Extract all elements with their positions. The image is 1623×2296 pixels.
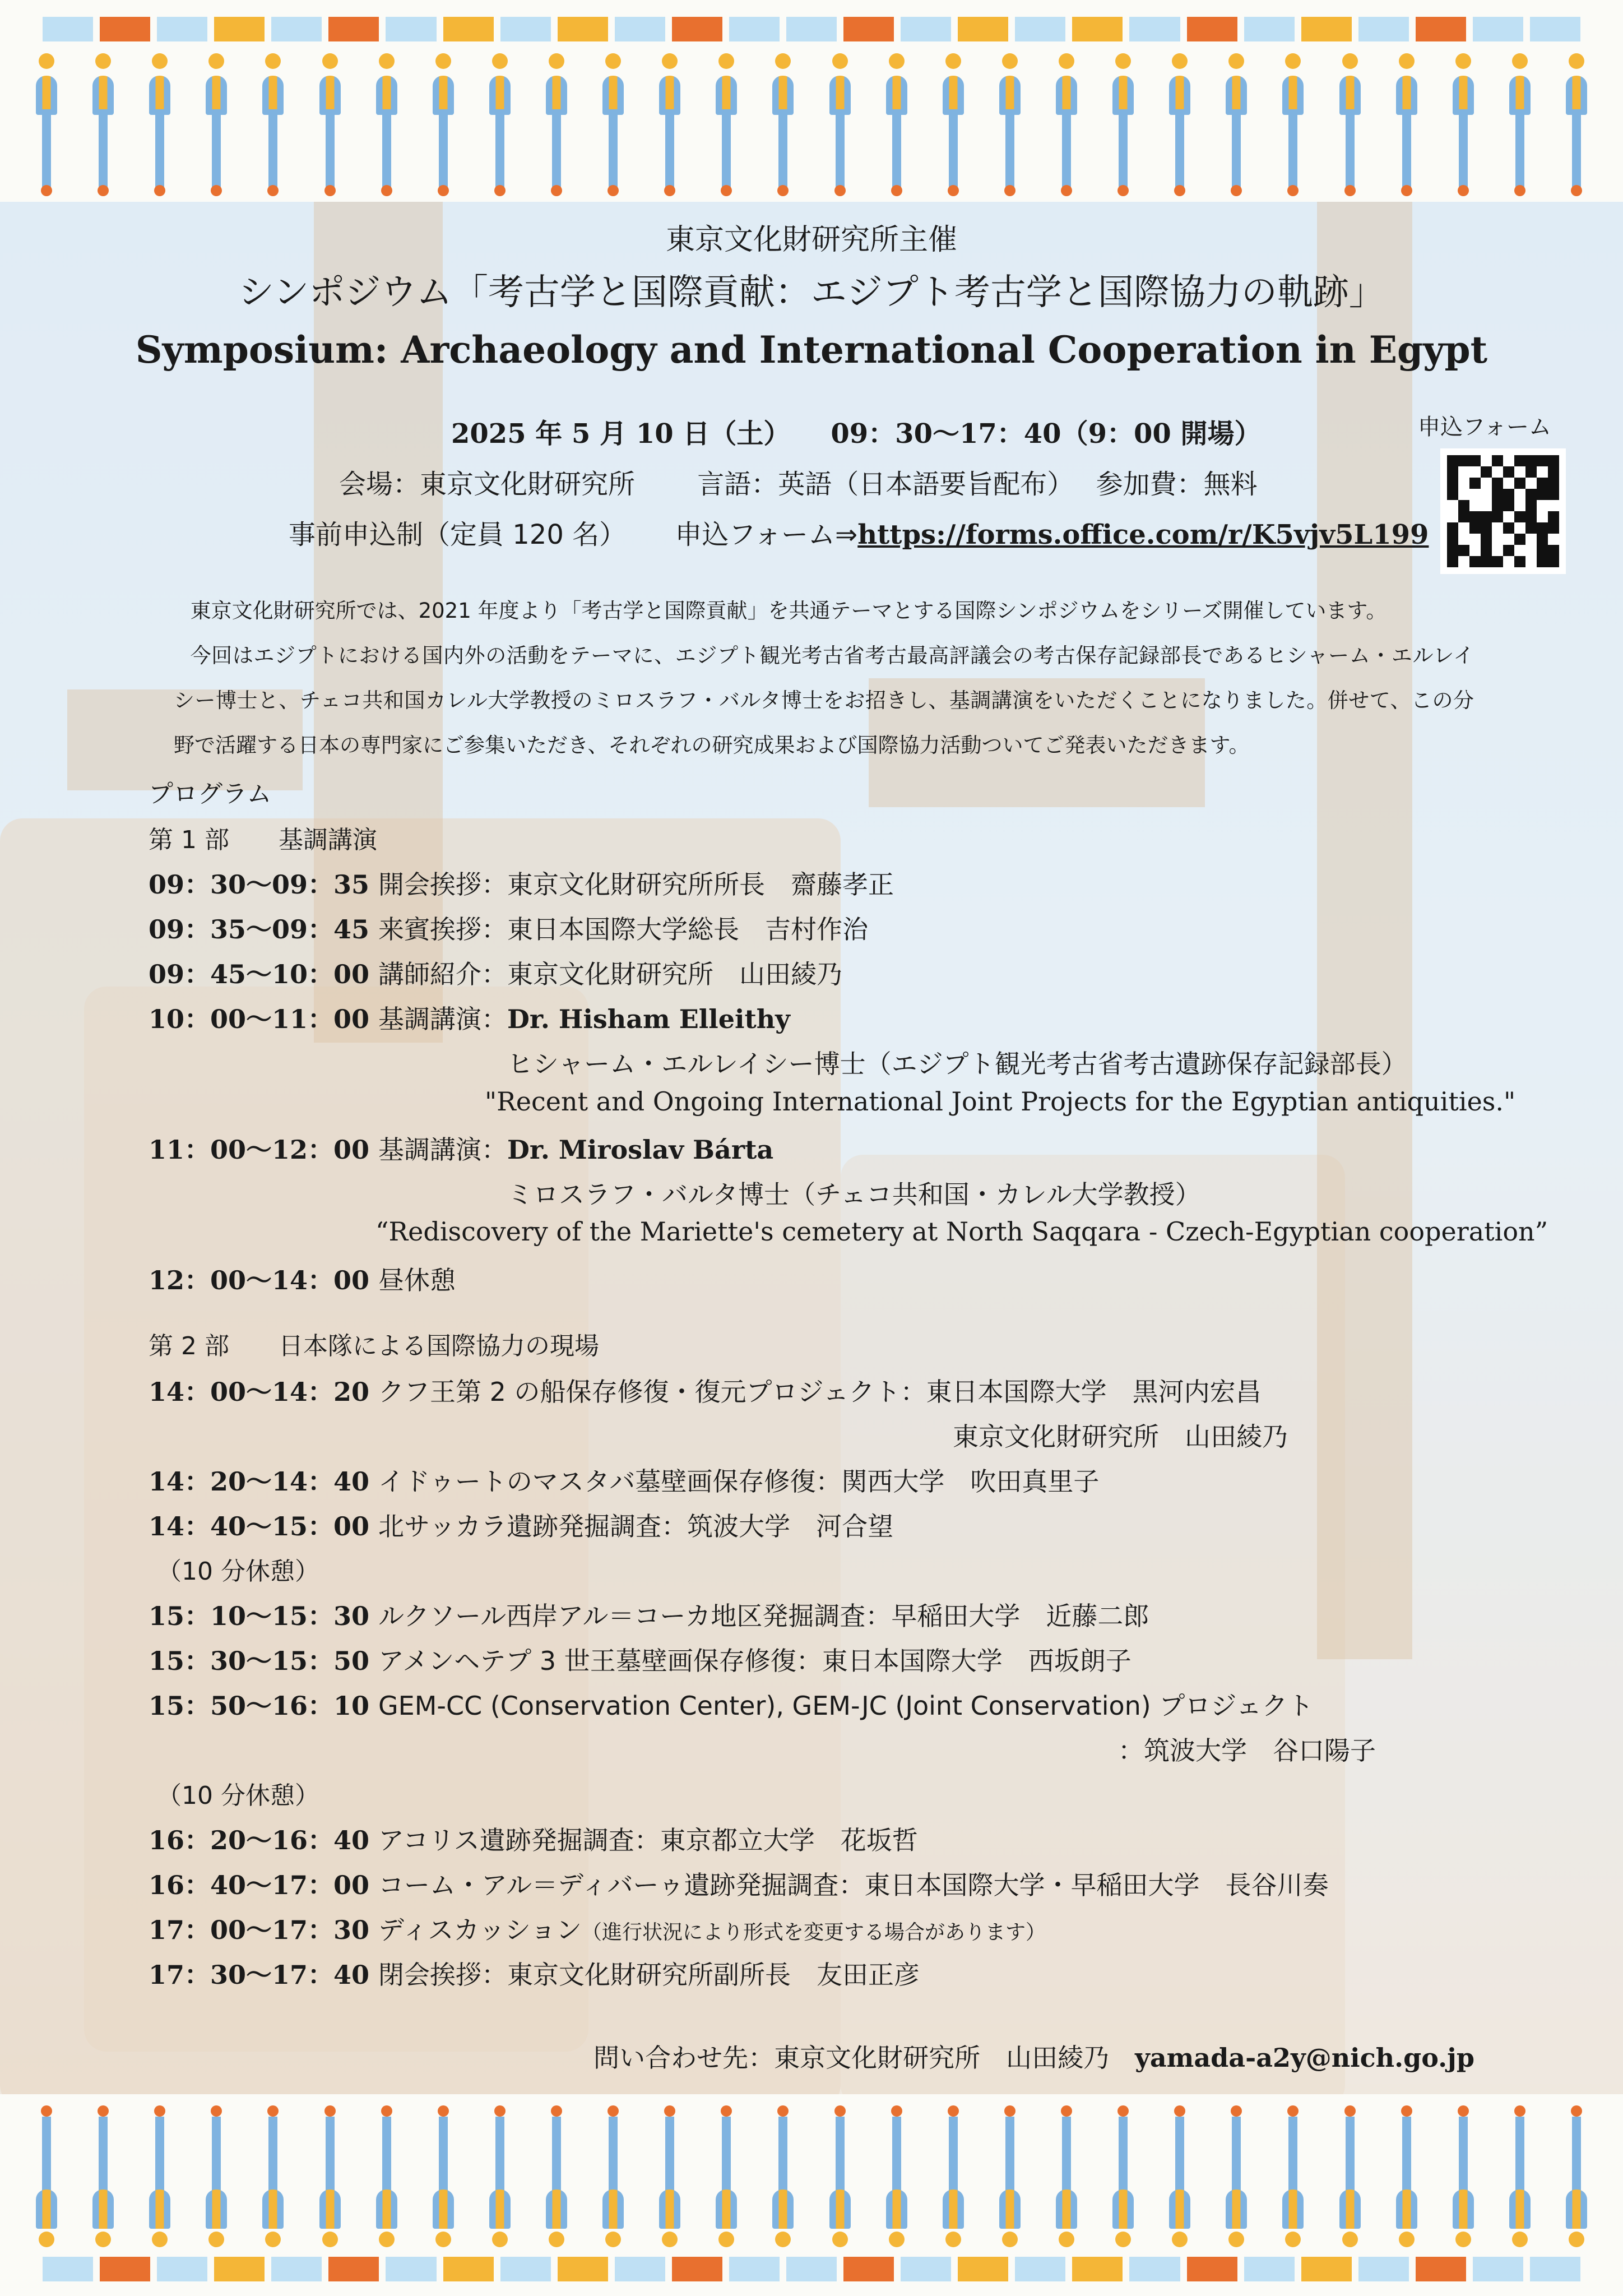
form-label: 申込フォーム⇒: [675, 519, 858, 550]
event-details: [339, 462, 1258, 501]
lotus-ornament-icon: [1507, 2105, 1533, 2251]
border-block: [729, 2257, 780, 2281]
border-block: [1129, 2257, 1180, 2281]
top-decorative-border: [0, 0, 1623, 202]
program-item-sub: 東京文化財研究所 山田綾乃: [953, 1422, 1288, 1452]
lotus-ornament-icon: [1167, 53, 1193, 199]
border-block: [1015, 17, 1065, 41]
lotus-ornament-icon: [1223, 2105, 1249, 2251]
keynote-talk-1-title: "Recent and Ongoing International Joint Projects for the Egyptian antiquities.": [485, 1086, 1516, 1117]
lotus-ornament-icon: [34, 53, 59, 199]
lotus-ornament-icon: [1450, 53, 1476, 199]
event-datetime: [451, 412, 1261, 451]
venue: 会場：東京文化財研究所: [339, 469, 636, 500]
border-block: [157, 17, 207, 41]
part2-heading: 第 2 部 日本隊による国際協力の現場: [149, 1332, 599, 1360]
bottom-decorative-border: [0, 2094, 1623, 2296]
border-block: [1244, 17, 1295, 41]
lotus-ornament-icon: [34, 2105, 59, 2251]
border-block: [500, 2257, 551, 2281]
border-block: [1187, 17, 1237, 41]
program-item: 09：45〜10：00 講師紹介：東京文化財研究所 山田綾乃: [149, 959, 842, 989]
lotus-ornament-icon: [1337, 2105, 1363, 2251]
program-item: 09：35〜09：45 来賓挨拶：東日本国際大学総長 吉村作治: [149, 914, 868, 945]
border-block: [615, 2257, 665, 2281]
border-block: [1358, 2257, 1409, 2281]
lotus-ornament-icon: [260, 53, 286, 199]
lotus-ornament-icon: [1394, 53, 1420, 199]
program-note: （進行状況により形式を変更する場合があります）: [581, 1921, 1046, 1944]
border-block: [443, 17, 494, 41]
program-item: 09：30〜09：35 開会挨拶：東京文化財研究所所長 齋藤孝正: [149, 869, 894, 900]
program-item: 17：00〜17：30 ディスカッション（進行状況により形式を変更する場合があります）: [149, 1915, 1046, 1945]
lotus-ornament-icon: [147, 53, 173, 199]
program-item: 14：40〜15：00 北サッカラ遺跡発掘調査：筑波大学 河合望: [149, 1511, 894, 1542]
lotus-ornament-icon: [1280, 53, 1306, 199]
keynote-speaker-1: Dr. Hisham Elleithy: [507, 1004, 790, 1034]
lotus-ornament-icon: [713, 53, 739, 199]
border-block: [500, 17, 551, 41]
border-block: [214, 2257, 265, 2281]
border-block: [615, 17, 665, 41]
lotus-ornament-icon: [1054, 2105, 1079, 2251]
contact: [593, 2038, 1474, 2075]
lotus-ornament-icon: [203, 2105, 229, 2251]
lotus-ornament-icon: [997, 53, 1023, 199]
lotus-ornament-icon: [317, 53, 343, 199]
border-block: [958, 17, 1008, 41]
title-english: Symposium: Archaeology and International Cooperation in Egypt: [135, 328, 1488, 372]
lotus-ornament-icon: [997, 2105, 1023, 2251]
lotus-ornament-icon: [487, 53, 513, 199]
keynote-speaker-2: Dr. Miroslav Bárta: [507, 1135, 774, 1165]
program-item: 14：20〜14：40 イドゥートのマスタバ墓壁画保存修復：関西大学 吹田真里子: [149, 1466, 1100, 1497]
border-block: [558, 2257, 608, 2281]
border-block: [843, 17, 894, 41]
lotus-ornament-icon: [1054, 53, 1079, 199]
border-block: [1473, 17, 1523, 41]
program-item-sub: ：筑波大学 谷口陽子: [1118, 1735, 1376, 1766]
border-block: [672, 2257, 722, 2281]
program-heading: プログラム: [149, 780, 272, 808]
lotus-ornament-icon: [260, 2105, 286, 2251]
border-block: [1129, 17, 1180, 41]
lotus-ornament-icon: [1564, 2105, 1589, 2251]
border-block: [1358, 17, 1409, 41]
border-block: [1301, 17, 1352, 41]
program-item: 15：10〜15：30 ルクソール西岸アル＝コーカ地区発掘調査：早稲田大学 近藤二郎: [149, 1601, 1149, 1631]
introduction: [174, 589, 1474, 768]
lotus-ornament-icon: [90, 53, 116, 199]
border-block: [901, 17, 951, 41]
lotus-ornament-icon: [770, 53, 796, 199]
program-item: 14：00〜14：20 クフ王第 2 の船保存修復・復元プロジェクト：東日本国際大学 黒河内宏昌: [149, 1377, 1262, 1407]
intro-paragraph-1: 東京文化財研究所では、2021 年度より「考古学と国際貢献」を共通テーマとする国際シンポジウムをシリーズ開催しています。: [190, 599, 1387, 623]
lotus-ornament-icon: [1110, 2105, 1136, 2251]
border-block: [901, 2257, 951, 2281]
lotus-ornament-icon: [1394, 2105, 1420, 2251]
border-block: [672, 17, 722, 41]
flyer-content: [0, 207, 1623, 2091]
lotus-ornament-icon: [1280, 2105, 1306, 2251]
border-block: [1416, 17, 1466, 41]
keynote-speaker-2-affiliation: ミロスラフ・バルタ博士（チェコ共和国・カレル大学教授）: [507, 1179, 1201, 1210]
lotus-ornament-icon: [1507, 53, 1533, 199]
lotus-ornament-icon: [770, 2105, 796, 2251]
qr-code[interactable]: [1440, 448, 1566, 574]
border-block: [1244, 2257, 1295, 2281]
event-time: 09：30〜17：40（9：00 開場）: [831, 418, 1262, 450]
border-block: [558, 17, 608, 41]
program-item: 15：50〜16：10 GEM-CC (Conservation Center), GEM-JC (Joint Conservation) プロジェクト: [149, 1691, 1314, 1721]
lotus-ornament-icon: [940, 2105, 966, 2251]
language: 言語：英語（日本語要旨配布）: [697, 469, 1061, 500]
lotus-ornament-icon: [1450, 2105, 1476, 2251]
lotus-ornament-icon: [827, 2105, 853, 2251]
contact-email[interactable]: yamada-a2y@nich.go.jp: [1135, 2043, 1474, 2073]
lotus-ornament-icon: [1337, 53, 1363, 199]
lotus-ornament-icon: [1223, 53, 1249, 199]
border-block: [1187, 2257, 1237, 2281]
border-block: [157, 2257, 207, 2281]
border-block: [1416, 2257, 1466, 2281]
border-block: [43, 17, 93, 41]
border-block: [386, 17, 436, 41]
program-item: 12：00〜14：00 昼休憩: [149, 1265, 456, 1295]
lotus-ornament-icon: [600, 53, 626, 199]
fee: 参加費：無料: [1096, 469, 1258, 500]
registration: 事前申込制（定員 120 名）: [289, 519, 613, 550]
lotus-ornament-icon: [884, 53, 910, 199]
border-block: [843, 2257, 894, 2281]
lotus-ornament-icon: [544, 53, 569, 199]
border-block: [729, 17, 780, 41]
lotus-ornament-icon: [1167, 2105, 1193, 2251]
form-url-link[interactable]: https://forms.office.com/r/K5vjv5L199: [857, 519, 1429, 550]
border-block: [1015, 2257, 1065, 2281]
border-block: [786, 17, 837, 41]
lotus-ornament-icon: [203, 53, 229, 199]
border-block: [1072, 17, 1123, 41]
lotus-ornament-icon: [1110, 53, 1136, 199]
border-block: [1530, 2257, 1580, 2281]
lotus-ornament-icon: [657, 53, 683, 199]
border-block: [1530, 17, 1580, 41]
lotus-ornament-icon: [1564, 53, 1589, 199]
qr-label: 申込フォーム: [1418, 414, 1551, 440]
lotus-ornament-icon: [430, 53, 456, 199]
border-block: [1301, 2257, 1352, 2281]
border-block: [786, 2257, 837, 2281]
border-block: [328, 17, 379, 41]
title-japanese: シンポジウム「考古学と国際貢献：エジプト考古学と国際協力の軌跡」: [238, 272, 1385, 313]
border-block: [328, 2257, 379, 2281]
contact-label: 問い合わせ先：東京文化財研究所 山田綾乃: [593, 2043, 1110, 2073]
intro-paragraph-2: 今回はエジプトにおける国内外の活動をテーマに、エジプト観光考古省考古最高評議会の考古保存記録部長であるヒシャーム・エルレイシー博士と、チェコ共和国カレル大学教授のミロスラフ・バルタ博士をお招きし、基調講演をいただくことになりました。併せて、この分野で活躍する日本の専門家にご参集いただき、それぞれの研究成果および国際協力活動ついてご発表いただきます。: [174, 644, 1474, 757]
lotus-ornament-icon: [90, 2105, 116, 2251]
lotus-ornament-icon: [940, 53, 966, 199]
lotus-ornament-icon: [374, 53, 400, 199]
program-item-keynote-1: 10：00〜11：00 基調講演：Dr. Hisham Elleithy: [149, 1004, 790, 1034]
lotus-ornament-icon: [487, 2105, 513, 2251]
program-item: 17：30〜17：40 閉会挨拶：東京文化財研究所副所長 友田正彦: [149, 1960, 920, 1990]
border-block: [271, 2257, 322, 2281]
program-item: 16：20〜16：40 アコリス遺跡発掘調査：東京都立大学 花坂哲: [149, 1825, 918, 1855]
border-block: [386, 2257, 436, 2281]
lotus-ornament-icon: [827, 53, 853, 199]
border-block: [214, 17, 265, 41]
border-block: [43, 2257, 93, 2281]
border-block: [100, 2257, 150, 2281]
border-block: [1072, 2257, 1123, 2281]
break-label: （10 分休憩）: [157, 1557, 319, 1586]
border-block: [443, 2257, 494, 2281]
break-label: （10 分休憩）: [157, 1781, 319, 1810]
registration-line: [289, 513, 1429, 552]
lotus-ornament-icon: [147, 2105, 173, 2251]
keynote-speaker-1-affiliation: ヒシャーム・エルレイシー博士（エジプト観光考古省考古遺跡保存記録部長）: [507, 1049, 1407, 1079]
lotus-ornament-icon: [600, 2105, 626, 2251]
organizer: 東京文化財研究所主催: [665, 223, 957, 257]
border-block: [271, 17, 322, 41]
lotus-ornament-icon: [317, 2105, 343, 2251]
lotus-ornament-icon: [374, 2105, 400, 2251]
program-item: 15：30〜15：50 アメンヘテプ 3 世王墓壁画保存修復：東日本国際大学 西坂朗子: [149, 1646, 1132, 1676]
lotus-ornament-icon: [884, 2105, 910, 2251]
program-item-keynote-2: 11：00〜12：00 基調講演：Dr. Miroslav Bárta: [149, 1135, 774, 1165]
part1-heading: 第 1 部 基調講演: [149, 826, 377, 854]
event-date: 2025 年 5 月 10 日（土）: [451, 418, 777, 450]
program-item: 16：40〜17：00 コーム・アル＝ディバーゥ遺跡発掘調査：東日本国際大学・早稲田大学 長谷川奏: [149, 1870, 1329, 1900]
border-block: [1473, 2257, 1523, 2281]
lotus-ornament-icon: [713, 2105, 739, 2251]
border-block: [100, 17, 150, 41]
border-block: [958, 2257, 1008, 2281]
lotus-ornament-icon: [430, 2105, 456, 2251]
lotus-ornament-icon: [544, 2105, 569, 2251]
keynote-talk-2-title: “Rediscovery of the Mariette's cemetery at North Saqqara - Czech-Egyptian cooperation”: [375, 1216, 1548, 1247]
lotus-ornament-icon: [657, 2105, 683, 2251]
